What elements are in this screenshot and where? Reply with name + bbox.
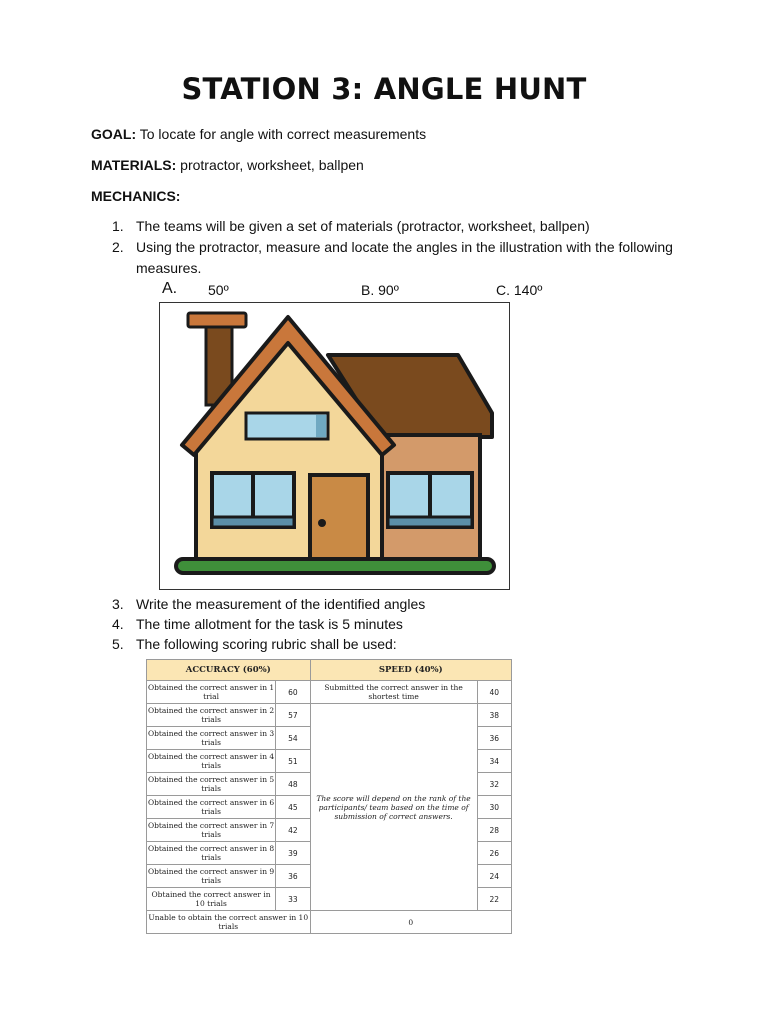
speed-score: 30: [477, 796, 511, 819]
speed-score: 38: [477, 704, 511, 727]
accuracy-criterion: Obtained the correct answer in 2 trials: [147, 704, 276, 727]
option-a-letter: A.: [162, 280, 178, 297]
step-3-text: Write the measurement of the identified angles: [136, 596, 426, 612]
speed-score: 32: [477, 773, 511, 796]
speed-merged-description: The score will depend on the rank of the participants/ team based on the time of submission of correct answers.: [310, 704, 477, 911]
table-row-last: [147, 911, 512, 934]
accuracy-header: ACCURACY (60%): [147, 660, 311, 681]
accuracy-criterion: Obtained the correct answer in 9 trials: [147, 865, 276, 888]
step-3-number: 3.: [112, 596, 124, 612]
chimney-cap: [188, 313, 246, 327]
speed-criterion: Submitted the correct answer in the shortest time: [310, 681, 477, 704]
door-knob: [318, 519, 326, 527]
speed-score: 40: [477, 681, 511, 704]
accuracy-score: 45: [276, 796, 310, 819]
step-1-text: The teams will be given a set of materials (protractor, worksheet, ballpen): [136, 218, 590, 234]
accuracy-score: 36: [276, 865, 310, 888]
speed-score: 36: [477, 727, 511, 750]
house-illustration: [160, 303, 509, 589]
goal-text: To locate for angle with correct measurements: [136, 126, 427, 142]
materials-line: [91, 157, 364, 173]
attic-window: [246, 413, 328, 439]
step-4-number: 4.: [112, 616, 124, 632]
accuracy-score: 51: [276, 750, 310, 773]
accuracy-criterion: Obtained the correct answer in 5 trials: [147, 773, 276, 796]
unable-criterion: Unable to obtain the correct answer in 10 trials: [147, 911, 311, 934]
accuracy-score: 54: [276, 727, 310, 750]
step-2-number: 2.: [112, 239, 124, 255]
step-5-number: 5.: [112, 636, 124, 652]
accuracy-score: 42: [276, 819, 310, 842]
house-illustration-frame: [159, 302, 510, 590]
step-5-text: The following scoring rubric shall be used:: [136, 636, 397, 652]
grass: [176, 559, 494, 573]
speed-header: SPEED (40%): [310, 660, 511, 681]
speed-score: 34: [477, 750, 511, 773]
speed-score: 28: [477, 819, 511, 842]
accuracy-score: 57: [276, 704, 310, 727]
rubric-header-row: [147, 660, 512, 681]
step-1-number: 1.: [112, 218, 124, 234]
mechanics-heading: MECHANICS:: [91, 188, 181, 204]
table-row: [147, 704, 512, 727]
accuracy-criterion: Obtained the correct answer in 3 trials: [147, 727, 276, 750]
accuracy-criterion: Obtained the correct answer in 8 trials: [147, 842, 276, 865]
speed-score: 26: [477, 842, 511, 865]
accuracy-criterion: Obtained the correct answer in 6 trials: [147, 796, 276, 819]
page-title: STATION 3: ANGLE HUNT: [181, 72, 587, 106]
step-2-continuation: measures.: [136, 260, 202, 276]
step-4-text: The time allotment for the task is 5 minutes: [136, 616, 403, 632]
speed-score: 24: [477, 865, 511, 888]
option-a-value: 50º: [208, 282, 229, 298]
accuracy-score: 33: [276, 888, 310, 911]
accuracy-criterion: Obtained the correct answer in 4 trials: [147, 750, 276, 773]
option-c: C. 140º: [496, 282, 543, 298]
accuracy-criterion: Obtained the correct answer in 7 trials: [147, 819, 276, 842]
accuracy-score: 60: [276, 681, 310, 704]
materials-label: MATERIALS:: [91, 157, 177, 173]
accuracy-score: 39: [276, 842, 310, 865]
materials-text: protractor, worksheet, ballpen: [176, 157, 364, 173]
step-2-text: Using the protractor, measure and locate the angles in the illustration with the following: [136, 239, 673, 255]
door: [310, 475, 368, 561]
table-row: [147, 681, 512, 704]
accuracy-score: 48: [276, 773, 310, 796]
accuracy-criterion: Obtained the correct answer in 10 trials: [147, 888, 276, 911]
speed-score: 22: [477, 888, 511, 911]
accuracy-criterion: Obtained the correct answer in 1 trial: [147, 681, 276, 704]
goal-line: [91, 126, 426, 142]
unable-score: 0: [310, 911, 511, 934]
option-b: B. 90º: [361, 282, 399, 298]
goal-label: GOAL:: [91, 126, 137, 142]
scoring-rubric-table: [146, 659, 512, 934]
